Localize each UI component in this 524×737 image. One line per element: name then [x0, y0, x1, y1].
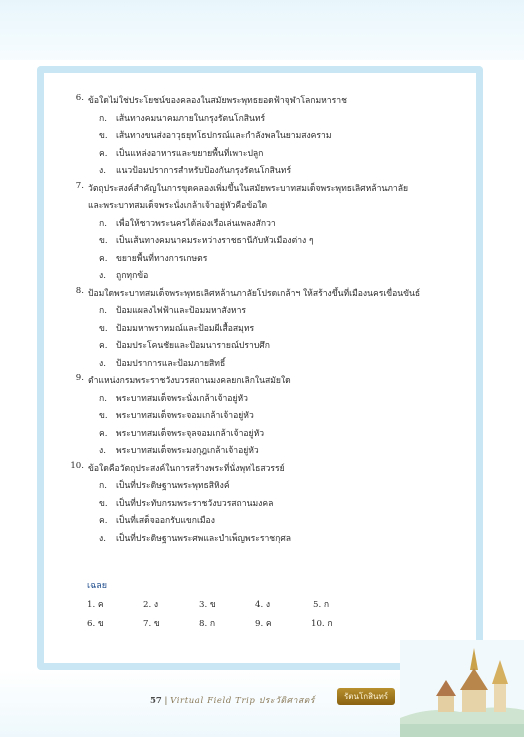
option-text: เส้นทางขนส่งอาวุธยุทโธปกรณ์และกำลังพลในยามสงคราม: [116, 131, 332, 141]
option-letter: ก.: [99, 114, 107, 124]
footer-badge: รัตนโกสินทร์: [337, 688, 395, 705]
option-letter: ข.: [99, 499, 108, 509]
option-text: เส้นทางคมนาคมภายในกรุงรัตนโกสินทร์: [116, 114, 266, 124]
question-number: 9.: [75, 373, 84, 383]
temple-illustration-icon: [400, 640, 524, 737]
option-letter: ข.: [99, 324, 108, 334]
content-panel: [44, 73, 476, 663]
option-letter: ง.: [99, 359, 106, 369]
footer-brand: Virtual Field Trip ประวัติศาสตร์: [170, 696, 316, 706]
option-letter: ข.: [99, 236, 108, 246]
option-text: ป้อมปราการและป้อมภายสิทธิ์: [116, 359, 226, 369]
answer-5: 5. ก: [313, 600, 330, 610]
answer-2: 2. ง: [143, 600, 159, 610]
question-number: 6.: [75, 93, 84, 103]
option-text: พระบาทสมเด็จพระนั่งเกล้าเจ้าอยู่หัว: [116, 394, 248, 404]
answer-3: 3. ข: [199, 600, 216, 610]
option-text: ป้อมประโคนชัยและป้อมนารายณ์ปราบศึก: [116, 341, 270, 351]
option-text: เป็นเส้นทางคมนาคมระหว่างราชธานีกับหัวเมืองต่าง ๆ: [116, 236, 314, 246]
answer-1: 1. ค: [87, 600, 104, 610]
answer-8: 8. ก: [199, 619, 216, 629]
option-text: ป้อมมหาพราหมณ์และป้อมผีเสื้อสมุทร: [116, 324, 255, 334]
question-number: 8.: [75, 286, 84, 296]
option-text: เป็นที่ประดิษฐานพระพุทธสิหิงค์: [116, 481, 230, 491]
option-text: แนวป้อมปราการสำหรับป้องกันกรุงรัตนโกสินทร์: [116, 166, 292, 176]
question-number: 7.: [75, 181, 84, 191]
option-letter: ก.: [99, 394, 107, 404]
option-text: ป้อมแผลงไฟฟ้าและป้อมมหาสังหาร: [116, 306, 247, 316]
page-top-tint: [0, 0, 524, 60]
question-text: ข้อใดคือวัตถุประสงค์ในการสร้างพระที่นั่งพุทไธสวรรย์: [88, 464, 285, 474]
footer-separator: |: [164, 696, 168, 706]
question-text: ตำแหน่งกรมพระราชวังบวรสถานมงคลยกเลิกในสมัยใด: [88, 376, 291, 386]
option-letter: ง.: [99, 446, 106, 456]
option-text: ขยายพื้นที่ทางการเกษตร: [116, 254, 208, 264]
question-text: ข้อใดไม่ใช่ประโยชน์ของคลองในสมัยพระพุทธยอดฟ้าจุฬาโลกมหาราช: [88, 96, 347, 106]
option-text: เป็นแหล่งอาหารและขยายพื้นที่เพาะปลูก: [116, 149, 264, 159]
answer-10: 10. ก: [311, 619, 333, 629]
option-text: ถูกทุกข้อ: [116, 271, 149, 281]
question-text: วัตถุประสงค์สำคัญในการขุดคลองเพิ่มขึ้นในสมัยพระบาทสมเด็จพระพุทธเลิศหล้านภาลัย: [88, 184, 409, 194]
option-text: พระบาทสมเด็จพระมงกุฎเกล้าเจ้าอยู่หัว: [116, 446, 259, 456]
option-letter: ง.: [99, 534, 106, 544]
option-letter: ก.: [99, 481, 107, 491]
option-text: เพื่อให้ชาวพระนครได้ล่องเรือเล่นเพลงสักวา: [116, 219, 276, 229]
option-text: เป็นที่ประทับกรมพระราชวังบวรสถานมงคล: [116, 499, 274, 509]
option-letter: ค.: [99, 254, 108, 264]
option-text: เป็นที่ประดิษฐานพระศพและบำเพ็ญพระราชกุศล: [116, 534, 292, 544]
option-letter: ข.: [99, 411, 108, 421]
page-footer: [150, 693, 315, 707]
answers-title: เฉลย: [87, 581, 107, 591]
option-letter: ค.: [99, 429, 108, 439]
option-letter: ก.: [99, 219, 107, 229]
option-letter: ง.: [99, 166, 106, 176]
option-text: พระบาทสมเด็จพระจอมเกล้าเจ้าอยู่หัว: [116, 411, 254, 421]
option-letter: ก.: [99, 306, 107, 316]
option-letter: ค.: [99, 341, 108, 351]
option-text: เป็นที่เสด็จออกรับแขกเมือง: [116, 516, 215, 526]
question-text: ป้อมใดพระบาทสมเด็จพระพุทธเลิศหล้านภาลัยโปรดเกล้าฯ ให้สร้างขึ้นที่เมืองนครเขื่อนขันธ์: [88, 289, 421, 299]
answer-7: 7. ข: [143, 619, 160, 629]
option-text: พระบาทสมเด็จพระจุลจอมเกล้าเจ้าอยู่หัว: [116, 429, 265, 439]
option-letter: ข.: [99, 131, 108, 141]
option-letter: ค.: [99, 149, 108, 159]
page-number: 57: [150, 696, 162, 706]
question-number: 10.: [70, 461, 84, 471]
option-letter: ง.: [99, 271, 106, 281]
answer-6: 6. ข: [87, 619, 104, 629]
option-letter: ค.: [99, 516, 108, 526]
question-7-continuation: และพระบาทสมเด็จพระนั่งเกล้าเจ้าอยู่หัวคือข้อใด: [88, 201, 268, 211]
answer-4: 4. ง: [255, 600, 271, 610]
answer-9: 9. ค: [255, 619, 272, 629]
